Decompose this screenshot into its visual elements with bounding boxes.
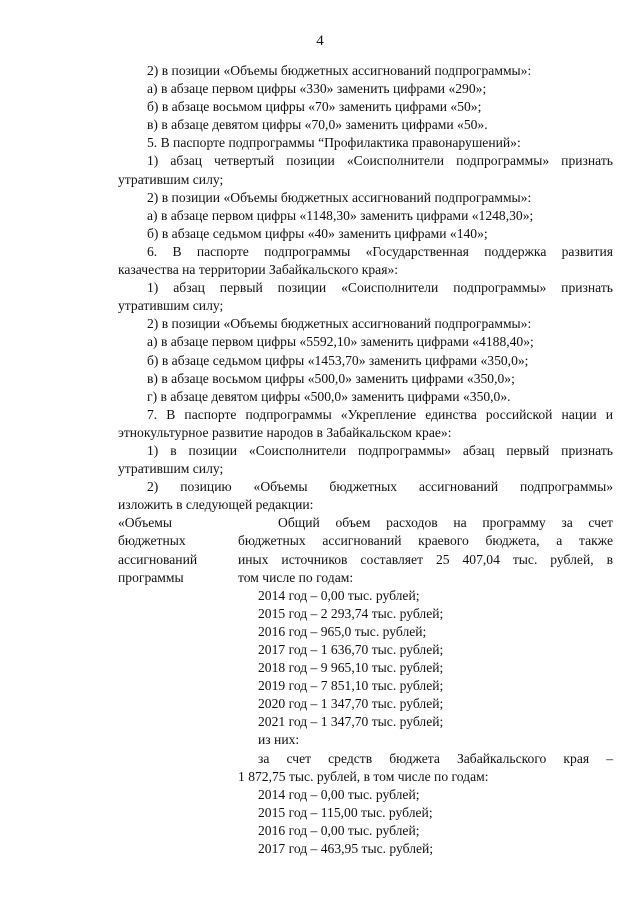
- year-amount-line: 2016 год – 965,0 тыс. рублей;: [258, 623, 427, 639]
- yearly-totals-list: [238, 587, 613, 732]
- total-budget-line: Общий объем расходов на программу за счет: [278, 515, 613, 531]
- table-label-line: бюджетных: [118, 533, 186, 549]
- text-line: 6. В паспорте подпрограммы «Государственная поддержка развития: [147, 243, 613, 259]
- regional-budget-total: 1 872,75 тыс. рублей, в том числе по годам:: [238, 768, 489, 784]
- total-budget-line: бюджетных ассигнований краевого бюджета, а также: [238, 533, 613, 549]
- text-line: 7. В паспорте подпрограммы «Укрепление единства российской нации и: [147, 406, 613, 422]
- year-amount-line: 2017 год – 1 636,70 тыс. рублей;: [258, 642, 444, 657]
- text-line: утратившим силу;: [118, 171, 224, 187]
- table-label-column: [118, 514, 238, 858]
- year-amount-line: 2016 год – 0,00 тыс. рублей;: [258, 822, 420, 838]
- text-line: казачества на территории Забайкальского края»:: [118, 262, 399, 278]
- text-line: 1) в позиции «Соисполнители подпрограммы» абзац первый признать: [147, 442, 613, 458]
- year-amount-line: 2019 год – 7 851,10 тыс. рублей;: [258, 678, 444, 694]
- year-amount-line: 2017 год – 463,95 тыс. рублей;: [258, 841, 434, 857]
- budget-allocation-table: [118, 514, 613, 858]
- text-line: 2) в позиции «Объемы бюджетных ассигнований подпрограммы»:: [147, 63, 532, 78]
- text-line: 2) в позиции «Объемы бюджетных ассигнований подпрограммы»:: [147, 316, 532, 332]
- text-line: б) в абзаце седьмом цифры «40» заменить цифрами «140»;: [147, 225, 488, 241]
- regional-budget-lead: за счет средств бюджета Забайкальского края –: [258, 750, 613, 766]
- year-amount-line: 2015 год – 2 293,74 тыс. рублей;: [258, 605, 444, 621]
- amendment-text: [118, 62, 613, 514]
- text-line: а) в абзаце первом цифры «5592,10» заменить цифрами «4188,40»;: [147, 334, 534, 350]
- text-line: в) в абзаце восьмом цифры «500,0» заменить цифрами «350,0»;: [147, 370, 515, 386]
- text-line: б) в абзаце восьмом цифры «70» заменить цифрами «50»;: [147, 99, 482, 115]
- yearly-regional-list: [238, 786, 613, 858]
- year-amount-line: 2020 год – 1 347,70 тыс. рублей;: [258, 696, 444, 712]
- text-line: этнокультурное развитие народов в Забайкальском крае»:: [118, 424, 452, 440]
- of-them-label: из них:: [258, 732, 300, 748]
- table-content-column: [238, 514, 613, 858]
- page-number: 4: [316, 33, 324, 49]
- year-amount-line: 2015 год – 115,00 тыс. рублей;: [258, 804, 433, 820]
- year-amount-line: 2014 год – 0,00 тыс. рублей;: [258, 587, 420, 603]
- year-amount-line: 2018 год – 9 965,10 тыс. рублей;: [258, 660, 444, 676]
- text-line: 2) в позиции «Объемы бюджетных ассигнований подпрограммы»:: [147, 189, 532, 205]
- text-line: 1) абзац первый позиции «Соисполнители подпрограммы» признать: [147, 280, 613, 296]
- year-amount-line: 2021 год – 1 347,70 тыс. рублей;: [258, 714, 444, 730]
- text-line: г) в абзаце девятом цифры «500,0» заменить цифрами «350,0».: [147, 388, 511, 404]
- document-body: [118, 62, 613, 858]
- text-line: утратившим силу;: [118, 461, 224, 477]
- text-line: утратившим силу;: [118, 298, 224, 314]
- text-line: в) в абзаце девятом цифры «70,0» заменить цифрами «50».: [147, 117, 488, 133]
- text-line: 5. В паспорте подпрограммы “Профилактика правонарушений»:: [147, 135, 521, 151]
- total-budget-line: том числе по годам:: [238, 569, 354, 585]
- table-label-line: ассигнований: [118, 551, 198, 567]
- text-line: а) в абзаце первом цифры «330» заменить цифрами «290»;: [147, 81, 487, 97]
- year-amount-line: 2014 год – 0,00 тыс. рублей;: [258, 786, 420, 802]
- total-budget-line: иных источников составляет 25 407,04 тыс. рублей, в: [238, 551, 613, 567]
- text-line: 2) позицию «Объемы бюджетных ассигнований подпрограммы»: [147, 479, 613, 495]
- text-line: а) в абзаце первом цифры «1148,30» заменить цифрами «1248,30»;: [147, 207, 534, 223]
- table-label-line: программы: [118, 569, 184, 585]
- text-line: изложить в следующей редакции:: [118, 497, 314, 513]
- text-line: б) в абзаце седьмом цифры «1453,70» заменить цифрами «350,0»;: [147, 352, 529, 368]
- total-budget-description: [238, 514, 613, 586]
- table-label-line: «Объемы: [118, 515, 172, 531]
- text-line: 1) абзац четвертый позиции «Соисполнители подпрограммы» признать: [147, 153, 613, 169]
